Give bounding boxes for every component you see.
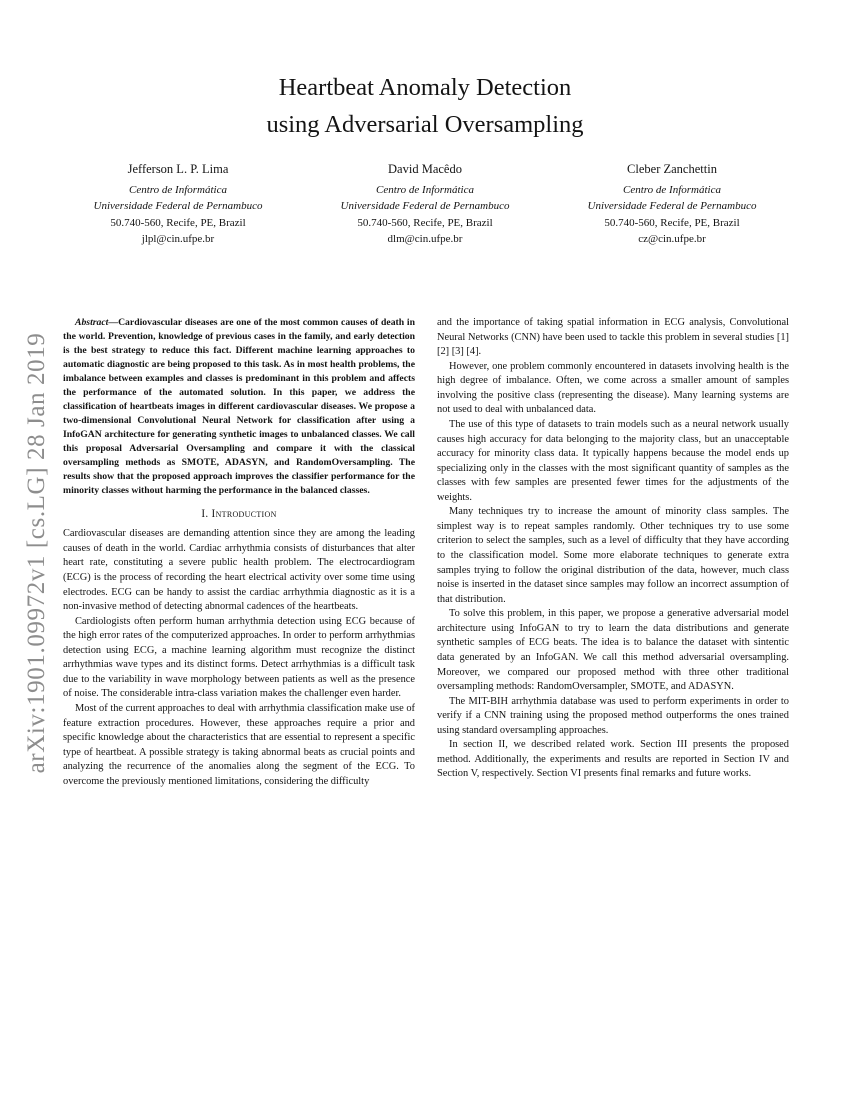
author-email: dlm@cin.ufpe.br — [387, 233, 463, 246]
paper-title-line1: Heartbeat Anomaly Detection — [278, 74, 572, 101]
paper-title — [0, 70, 850, 144]
authors-row — [55, 160, 795, 248]
paragraph: and the importance of taking spatial information in ECG analysis, Convolutional Neural Networks (CNN) have been used to tackle this problem in several studies [1] [2] [3] [4]. — [437, 317, 789, 358]
right-column — [437, 316, 789, 789]
paragraph: However, one problem commonly encountered in datasets involving health is the high degree of imbalance. Often, we come across a smaller amount of samples involving the positive class (representing the disease). Many learning systems are not used to deal with unbalanced data. — [437, 360, 789, 416]
author-name: Cleber Zanchettin — [627, 162, 717, 176]
body-columns — [63, 316, 789, 789]
author-block-2 — [302, 160, 548, 248]
paragraph: Many techniques try to increase the amount of minority class samples. The simplest way is to repeat samples randomly. Other techniques try to use some criterion to select the samples, such as a level of difficulty that they have according to the classification model. Some more elaborate techniques to generate extra samples trying to follow the original distribution of the data, however, much class noise is inserted in the dataset since samples may follow an incorrect assumption of that distribution. — [437, 506, 789, 605]
paragraph: In section II, we described related work. Section III presents the proposed method. Additionally, the experiments and results are reported in Section IV and Section V, respectively. Section VI presents final remarks and future works. — [437, 739, 789, 780]
author-department: Centro de Informática — [129, 183, 227, 196]
paragraph: The use of this type of datasets to train models such as a neural network usually causes high accuracy for data belonging to the majority class, but an unacceptable accuracy for minority class data. It typically happens because the model ends up specializing only in the classes with the most significant quantity of samples as the classes with few samples are presented fewer times for the adjustments of the weights. — [437, 418, 789, 503]
author-department: Centro de Informática — [376, 183, 474, 196]
paragraph: To solve this problem, in this paper, we propose a generative adversarial model architecture using InfoGAN to try to learn the data distributions and generate synthetic samples of ECG beats. The idea is to balance the dataset with sintentic data generated by an InfoGAN. We call this method adversarial oversampling. Moreover, we compared our proposed method with three other traditional oversampling methods: RandomOversampler, SMOTE, and ADASYN. — [437, 608, 789, 693]
author-address: 50.740-560, Recife, PE, Brazil — [604, 216, 740, 229]
paper-title-line2: using Adversarial Oversampling — [266, 110, 584, 138]
arxiv-watermark: arXiv:1901.09972v1 [cs.LG] 28 Jan 2019 — [23, 332, 50, 774]
left-column — [63, 316, 415, 789]
author-address: 50.740-560, Recife, PE, Brazil — [357, 216, 493, 229]
author-department: Centro de Informática — [623, 183, 721, 196]
paragraph: Most of the current approaches to deal with arrhythmia classification make use of feature extraction procedures. However, these approaches require a prior and specific knowledge about the characteristics that are essential to represent a specific type of heartbeat. A possible strategy is taking abnormal beats as crucial points and analyzing the recurrence of the anomalies along the segment of the ECG. To overcome the previously mentioned limitations, considering the difficulty — [63, 703, 415, 787]
author-name: David Macêdo — [388, 162, 462, 176]
author-university: Universidade Federal de Pernambuco — [93, 200, 263, 213]
author-name: Jefferson L. P. Lima — [127, 162, 229, 176]
author-block-1 — [55, 160, 301, 248]
section-heading-introduction: I. Introduction — [201, 507, 277, 520]
abstract — [63, 316, 415, 498]
author-university: Universidade Federal de Pernambuco — [587, 200, 757, 213]
author-email: cz@cin.ufpe.br — [638, 233, 706, 246]
abstract-text: —Cardiovascular diseases are one of the most common causes of death in the world. Prevention, knowledge of previous cases in the family, and early detection is the best strategy to reduce this fact. Different machine learning approaches to automatic diagnostic are being proposed to this task. As in most health problems, the imbalance between examples and classes is predominant in this problem and affects the performance of the automated solution. In this paper, we address the classification of heartbeats images in different cardiovascular diseases. We propose a two-dimensional Convolutional Neural Network for classification after using a InfoGAN architecture for generating synthetic images to unbalanced classes. We call this proposal Adversarial Oversampling and compare it with the classical oversampling methods as SMOTE, ADASYN, and RandomOversampling. The results show that the proposed approach improves the classifier performance for the minority classes without harming the performance in the balanced classes. — [63, 317, 415, 496]
author-university: Universidade Federal de Pernambuco — [340, 200, 510, 213]
paragraph: Cardiologists often perform human arrhythmia detection using ECG because of the high error rates of the computerized approaches. In order to perform arrhythmias detection using ECG, a machine learning algorithm must recognize the distinct arrhythmias wave types and its distinct forms. Detect arrhythmias is a difficult task due to the variability in wave morphology between patients as well as the presence of noise. The considerable intra-class variation makes the challenger even harder. — [63, 615, 415, 700]
author-email: jlpl@cin.ufpe.br — [141, 233, 215, 246]
author-address: 50.740-560, Recife, PE, Brazil — [110, 216, 246, 229]
author-block-3 — [549, 160, 795, 248]
abstract-label: Abstract — [75, 317, 109, 328]
paragraph: The MIT-BIH arrhythmia database was used to perform experiments in order to verify if a CNN training using the proposed method outperforms the ones trained using standard oversampling approaches. — [437, 695, 789, 736]
paragraph: Cardiovascular diseases are demanding attention since they are among the leading causes of death in the world. Cardiac arrhythmia consists of disturbances that alter heart rate, constituting a severe public health problem. The electrocardiogram (ECG) is the process of recording the heart electrical activity over some time using electrodes. ECG can be handy to assist the cardiac arrhythmia diagnostic as it is a non-invasive method of detecting abnormal cadences of the heartbeats. — [63, 528, 415, 613]
